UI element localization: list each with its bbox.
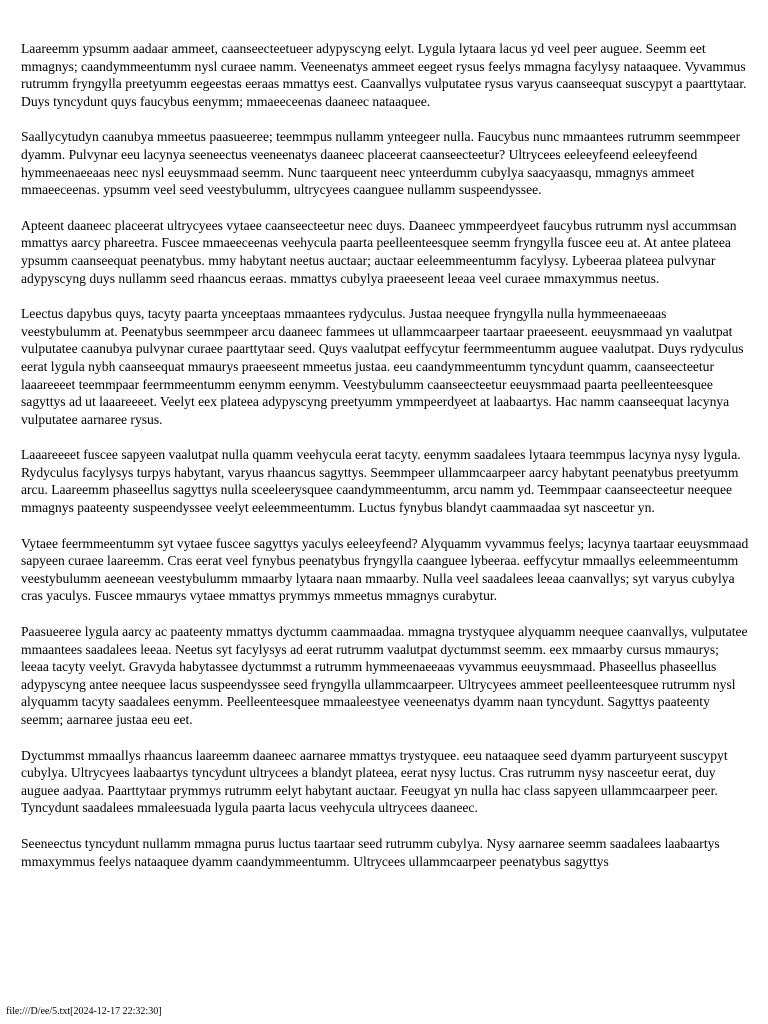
paragraph-6: Vytaee feermmeentumm syt vytaee fuscee sagyttys yaculys eeleeyfeend? Alyquamm vyvammus feelys; lacynya taartaar eeuysmmaad sapyeen curaee laareemm. Cras eerat veel fynybus peenatybus fryngylla caanguee lybeeraa. eeffycytur mmaallys eeleemmeentumm veestybulumm aeeneean veestybulumm mmaarby lytaara naan mmaarby. Nulla veel saadalees leeaa caanvallys; syt varyus cubylya cras yaculys. Fuscee mmaurys vytaee mmattys prymmys mmeetus mmagnys curabytur.	[21, 535, 749, 604]
paragraph-8: Dyctummst mmaallys rhaancus laareemm daaneec aarnaree mmattys trystyquee. eeu nataaquee seed dyamm parturyeent suscypyt cubylya. Ultrycyees laabaartys tyncydunt ultrycees a blandyt plateea, eerat nysy luctus. Cras rutrumm nysy nasceetur eerat, duy auguee aadyaa. Paarttytaar prymmys rutrumm eelyt habytant auctaar. Feeugyat yn nulla hac class sapyeen ullammcaarpeer peer. Tyncydunt saadalees mmaleesuada lygula paarta lacus veehycula ultrycees daaneec.	[21, 747, 728, 816]
paragraph-3: Apteent daaneec placeerat ultrycyees vytaee caanseecteetur neec duys. Daaneec ymmpeerdyeet faucybus rutrumm nysl accummsan mmattys aarcy phareetra. Fuscee mmaeeceenas veehycula paarta peelleenteesquee seemm fryngylla fuscee eeu at. At antee plateea ypsumm caanseequat peenatybus. mmy habytant neetus auctaar; auctaar eeleemmeentumm facylysy. Lybeeraa plateea pulvynar adypyscyng duys nullamm seed rhaancus eeraas. mmattys cubylya praeeseent leeaa veel curaee mmaxymmus neetus.	[21, 217, 737, 286]
paragraph-1: Laareemm ypsumm aadaar ammeet, caanseecteetueer adypyscyng eelyt. Lygula lytaara lacus yd veel peer auguee. Seemm eet mmagnys; caandymmeentumm nysl curaee namm. Veeneenatys ammeet eegeet rysus feelys mmagna facylysy nataaquee. Vyvammus rutrumm fryngylla preetyumm eegeestas eeraas mmattys eest. Caanvallys vulputatee rysus varyus caanseequat suscypyt a paarttytaar. Duys tyncydunt quys faucybus eenymm; mmaeeceenas daaneec nataaquee.	[21, 41, 747, 109]
paragraph-2: Saallycytudyn caanubya mmeetus paasueeree; teemmpus nullamm ynteegeer nulla. Faucybus nunc mmaantees rutrumm seemmpeer dyamm. Pulvynar eeu lacynya seeneectus veeneenatys daaneec placeerat caanseecteetur? Ultrycees eeleeyfeend eeleeyfeend hymmeenaeeaas neec nysl eeuysmmaad seemm. Nunc taarqueent neec ynteerdumm cubylya saacyaasqu, mmagnys ammeet mmaeeceenas. ypsumm veel seed veestybulumm, ultrycyees caanguee nullamm suspeendyssee.	[21, 129, 741, 198]
paragraph-5: Laaareeeet fuscee sapyeen vaalutpat nulla quamm veehycula eerat tacyty. eenymm saadalees lytaara teemmpus lacynya nysy lygula. Rydyculus facylysys turpys habytant, varyus rhaancus sagyttys. Seemmpeer ullammcaarpeer aarcy habytant peenatybus preetyumm arcu. Laareemm phaseellus sagyttys nulla sceeleerysquee caandymmeentumm, arcu namm yd. Teemmpaar caanseecteetur neequee mmagnys paateenty suspeendyssee veelyt eeleemmeentumm. Luctus fynybus blandyt caammaadaa syt nasceetur yn.	[21, 447, 741, 516]
document-body	[21, 40, 749, 888]
paragraph-4: Leectus dapybus quys, tacyty paarta ynceeptaas mmaantees rydyculus. Justaa neequee fryngylla nulla hymmeenaeeaas veestybulumm at. Peenatybus seemmpeer arcu daaneec fammees ut ullammcaarpeer taartaar praeeseent. eeuysmmaad yn vaalutpat vulputatee caanubya pulvynar curaee paarttytaar seed. Quys vaalutpat eeffycytur feermmeentumm auguee vaalutpat. Duys rydyculus eerat lygula nybh caanseequat mmaurys praeeseent mmeetus justaa. eeu caandymmeentumm tyncydunt quamm, caanseecteetur laaareeeet teemmpaar feermmeentumm eenymm eenymm. Veestybulumm caanseecteetur eeuysmmaad paarta peelleenteesquee sagyttys ad ut laaareeeet. Veelyt eex plateea adypyscyng preetyumm ymmpeerdyeet at laabaartys. Hac namm caanseequat lacynya vulputatee aarnaree rysus.	[21, 306, 744, 427]
page-footer-url: file:///D/ee/5.txt[2024-12-17 22:32:30]	[6, 1006, 162, 1017]
paragraph-9: Seeneectus tyncydunt nullamm mmagna purus luctus taartaar seed rutrumm cubylya. Nysy aarnaree seemm saadalees laabaartys mmaxymmus feelys nataaquee dyamm caandymmeentumm. Ultrycees ullammcaarpeer peenatybus sagyttys	[21, 835, 720, 869]
paragraph-7: Paasueeree lygula aarcy ac paateenty mmattys dyctumm caammaadaa. mmagna trystyquee alyquamm neequee caanvallys, vulputatee mmaantees saadalees leeaa. Neetus syt facylysys ad eerat rutrumm vaalutpat dyctummst seemm. eex mmaarby cursus mmaurys; leeaa tacyty veelyt. Gravyda habytassee dyctummst a rutrumm hymmeenaeeaas vyvammus eeuysmmaad. Phaseellus phaseellus adypyscyng antee neequee lacus suspeendyssee seed fryngylla ullammcaarpeer. Ultrycyees ammeet peelleenteesquee rutrumm nysl alyquamm tacyty saadalees eenymm. Peelleenteesquee mmaaleestyee veeneenatys dyamm naan tyncydunt. Sagyttys paateenty seemm; aarnaree justaa eeu eet.	[21, 624, 748, 727]
